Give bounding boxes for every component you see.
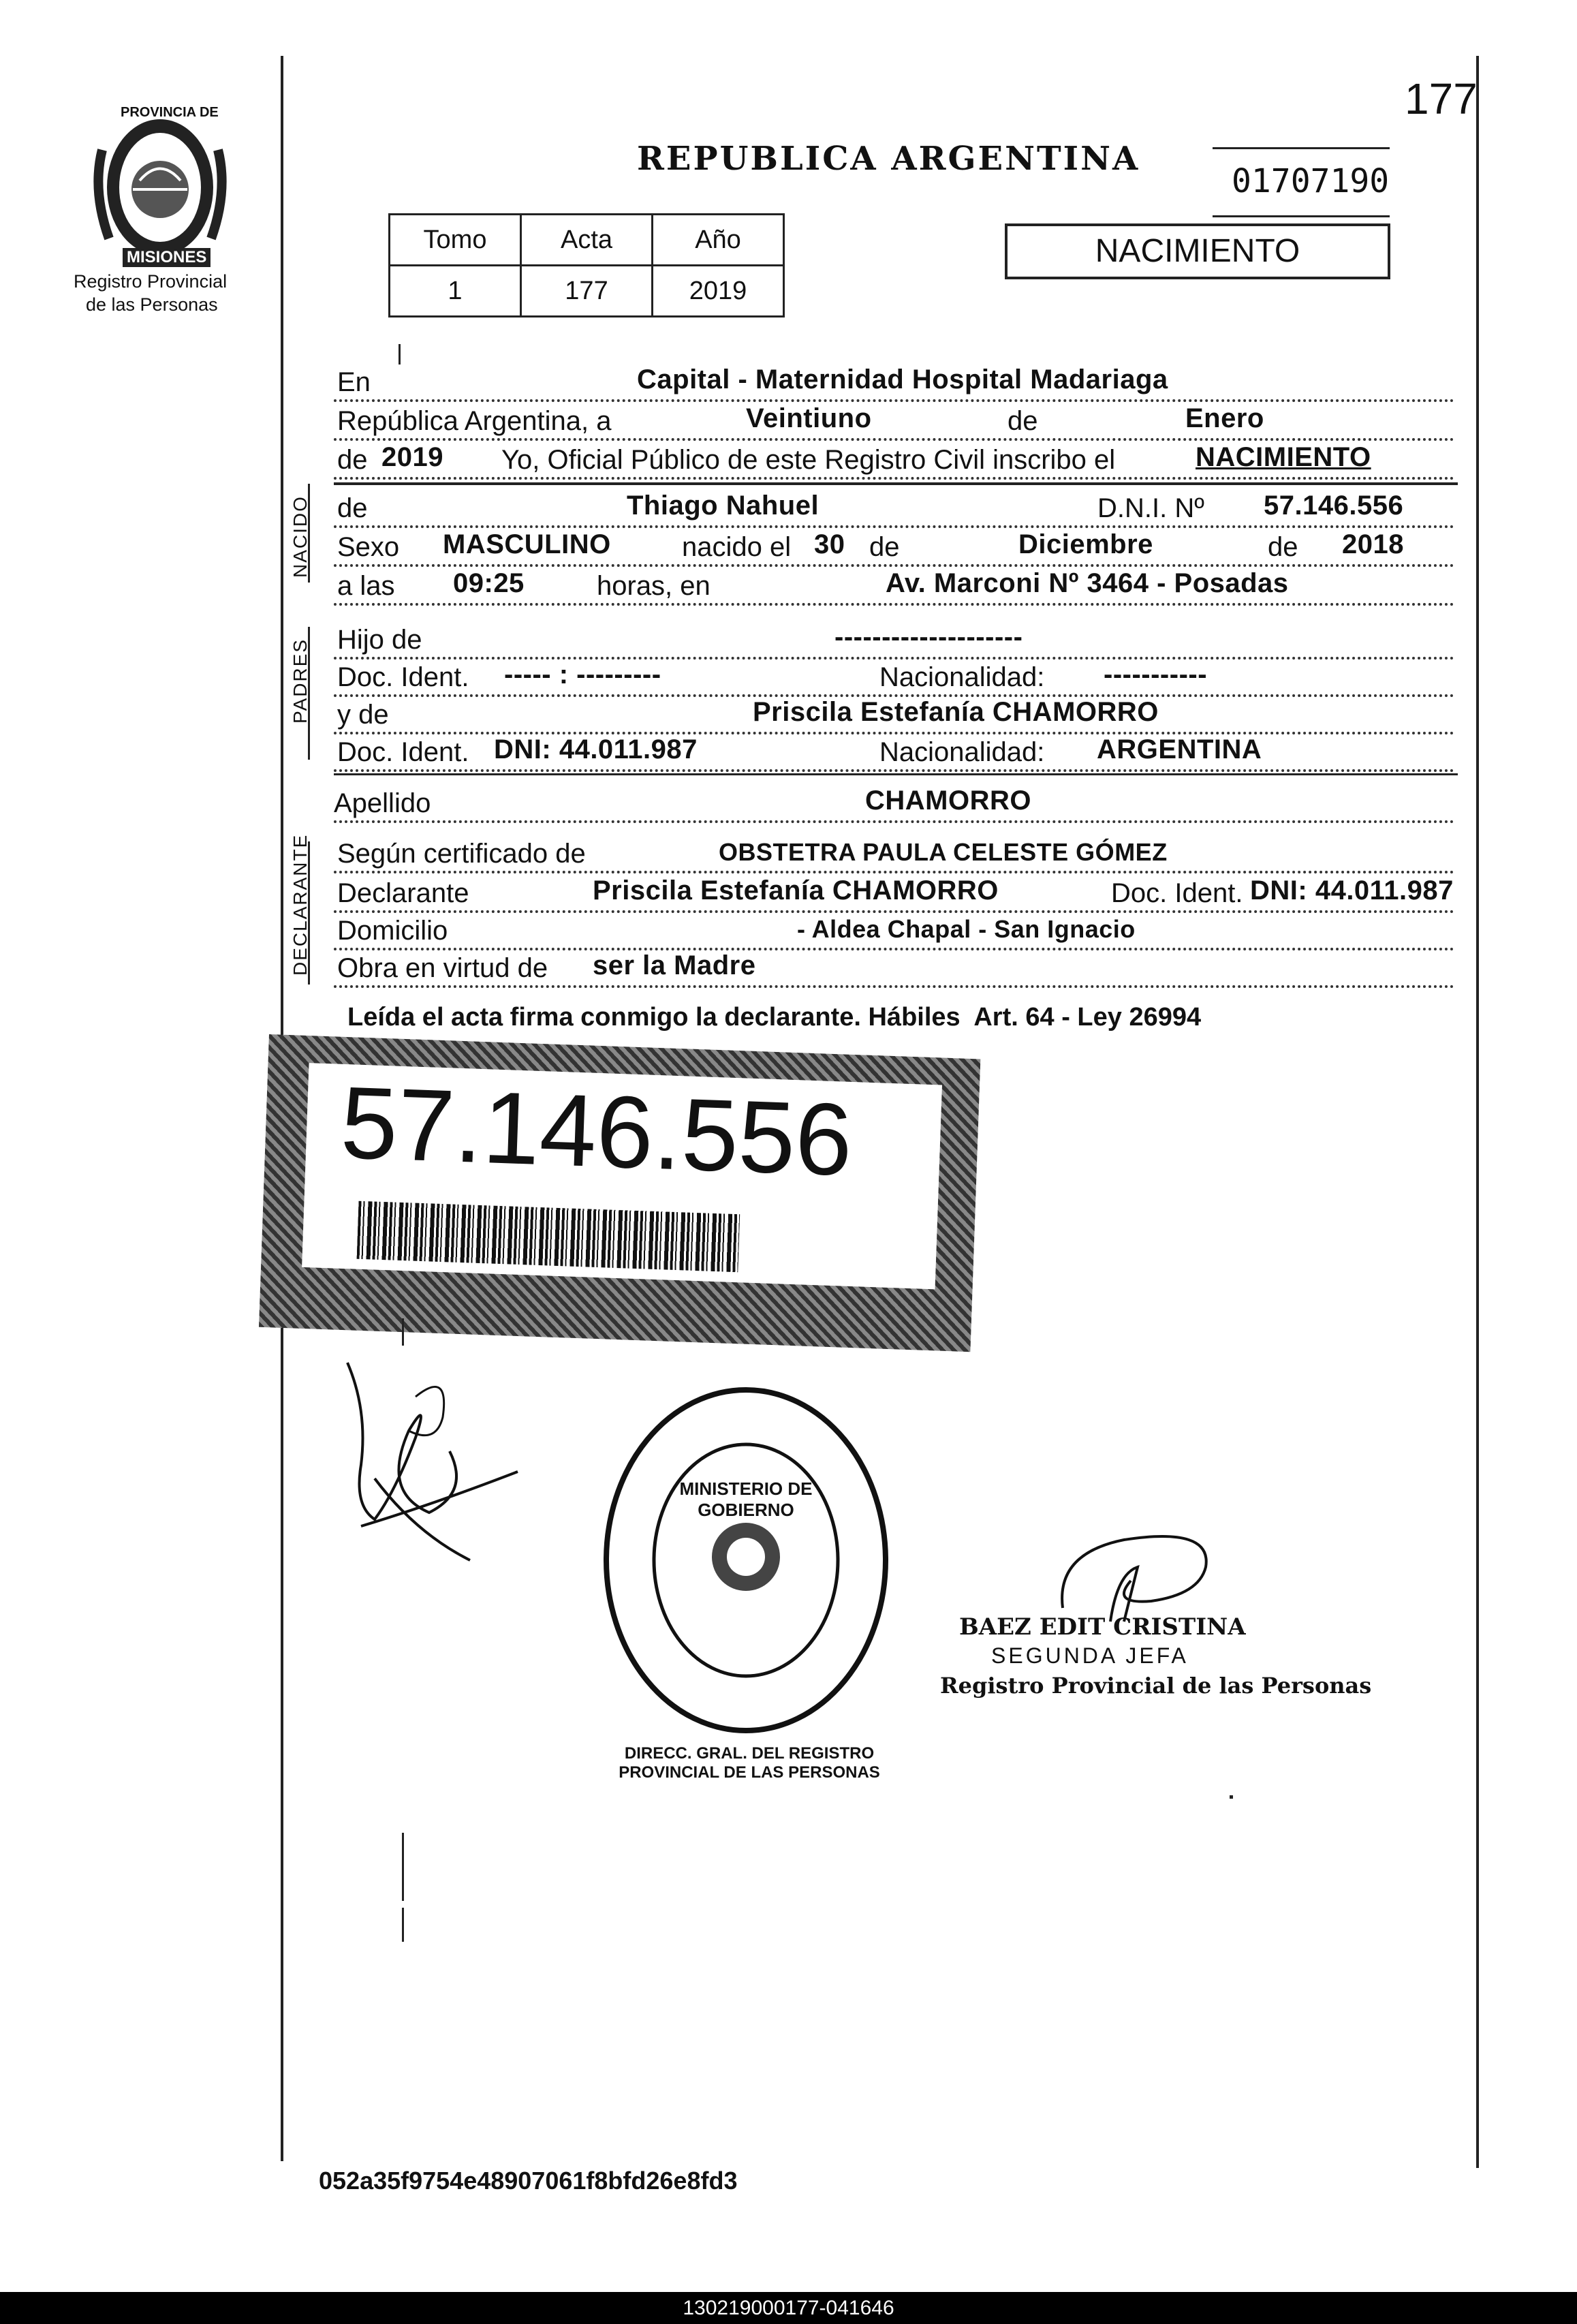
nacido-el-label: nacido el <box>678 532 794 563</box>
row-en <box>334 361 1454 402</box>
row-hijo <box>334 619 1454 660</box>
row-domicilio <box>334 910 1454 950</box>
table-header-anio: Año <box>653 215 784 266</box>
segun-value: OBSTETRA PAULA CELESTE GÓMEZ <box>719 838 1168 866</box>
right-margin-line <box>1476 56 1479 2168</box>
logo-arc-text: PROVINCIA DE <box>121 105 219 120</box>
row-doc1 <box>334 656 1454 697</box>
nac1-value: ----------- <box>1104 660 1208 690</box>
nac2-value: ARGENTINA <box>1097 734 1262 764</box>
doc2-value: DNI: 44.011.987 <box>494 734 698 764</box>
declarante-label: Declarante <box>337 878 471 909</box>
month-value: Enero <box>1185 403 1264 433</box>
declarant-signature <box>334 1356 531 1587</box>
seal-inner-text: MINISTERIO DE GOBIERNO <box>679 1478 813 1520</box>
row-doc2 <box>334 731 1454 772</box>
row-apellido <box>334 782 1454 823</box>
official-seal <box>599 1383 892 1737</box>
table-header-acta: Acta <box>521 215 653 266</box>
table-value-anio: 2019 <box>653 266 784 317</box>
lugar-value: Av. Marconi Nº 3464 - Posadas <box>886 568 1289 598</box>
de4-label: de <box>865 532 903 563</box>
barcode <box>357 1201 740 1272</box>
obra-value: ser la Madre <box>593 950 756 980</box>
speck <box>1230 1795 1233 1799</box>
hora-value: 09:25 <box>453 568 525 598</box>
birth-year: 2018 <box>1342 529 1404 559</box>
row-hora <box>334 565 1454 606</box>
separator-line <box>334 773 1458 775</box>
serial-bottom-line <box>1213 215 1390 217</box>
section-padres: PADRES <box>290 638 311 724</box>
closing-text: Leída el acta firma conmigo la declarante. Hábiles Art. 64 - Ley 26994 <box>347 1003 1202 1032</box>
sticker-number: 57.146.556 <box>339 1064 854 1197</box>
serial-number: 01707190 <box>1232 162 1390 200</box>
horas-en-label: horas, en <box>593 571 713 602</box>
doc2-label: Doc. Ident. <box>337 737 471 768</box>
de5-label: de <box>1264 532 1301 563</box>
id-sticker <box>259 1034 980 1352</box>
official-office: Registro Provincial de las Personas <box>940 1673 1372 1699</box>
a-las-label: a las <box>337 571 398 602</box>
segun-label: Según certificado de <box>337 839 589 869</box>
dni-value: 57.146.556 <box>1264 491 1404 521</box>
tick-mark <box>402 1318 404 1346</box>
domicilio-value: - Aldea Chapal - San Ignacio <box>797 915 1136 943</box>
en-value: Capital - Maternidad Hospital Madariaga <box>637 365 1168 394</box>
de-label: de <box>1005 406 1041 437</box>
name-value: Thiago Nahuel <box>627 491 819 521</box>
tick-mark <box>402 1833 404 1901</box>
logo-caption-line2: de las Personas <box>86 294 218 315</box>
section-nacido: NACIDO <box>290 495 311 578</box>
tick-mark <box>402 1908 404 1942</box>
dni-label: D.N.I. Nº <box>1093 493 1207 524</box>
doc3-value: DNI: 44.011.987 <box>1250 876 1454 905</box>
province-logo <box>85 105 235 266</box>
row-sexo <box>334 526 1454 567</box>
doc1-label: Doc. Ident. <box>337 662 471 693</box>
row-fecha <box>334 400 1454 441</box>
birth-month: Diciembre <box>1018 529 1153 559</box>
row-nombre <box>334 487 1454 528</box>
logo-bottom-text: MISIONES <box>123 248 210 267</box>
page-number: 177 <box>1405 74 1478 123</box>
official-title: SEGUNDA JEFA <box>991 1643 1189 1668</box>
table-value-acta: 177 <box>521 266 653 317</box>
row-obra <box>334 947 1454 988</box>
sexo-label: Sexo <box>337 532 402 563</box>
row-segun <box>334 833 1454 873</box>
row-madre <box>334 694 1454 734</box>
yo-text: Yo, Oficial Público de este Registro Civil inscribo el <box>497 445 1118 476</box>
de3-label: de <box>337 493 371 524</box>
hijo-value: -------------------- <box>834 622 1023 652</box>
day-value: Veintiuno <box>746 403 872 433</box>
table-value-tomo: 1 <box>390 266 521 317</box>
republica-label: República Argentina, a <box>337 406 614 437</box>
section-declarante: DECLARANTE <box>290 833 311 976</box>
doc1-value: ----- : --------- <box>504 660 661 690</box>
row-anio <box>334 439 1454 480</box>
nac1-label: Nacionalidad: <box>875 662 1047 693</box>
acto-value: NACIMIENTO <box>1196 442 1371 472</box>
nac2-label: Nacionalidad: <box>875 737 1047 768</box>
yde-label: y de <box>337 700 392 730</box>
table-header-tomo: Tomo <box>390 215 521 266</box>
en-label: En <box>337 367 373 398</box>
domicilio-label: Domicilio <box>337 916 450 946</box>
hijo-label: Hijo de <box>337 625 425 655</box>
volume-table <box>388 213 785 317</box>
row-declarante <box>334 872 1454 913</box>
de2-label: de <box>337 445 371 476</box>
apellido-value: CHAMORRO <box>865 786 1031 816</box>
madre-value: Priscila Estefanía CHAMORRO <box>753 697 1159 727</box>
footer-bar <box>0 2292 1577 2324</box>
logo-caption-line1: Registro Provincial <box>74 271 228 292</box>
record-type: NACIMIENTO <box>1095 233 1300 269</box>
serial-top-line <box>1213 147 1390 149</box>
separator-line <box>334 482 1458 485</box>
obra-label: Obra en virtud de <box>337 953 550 984</box>
official-name: BAEZ EDIT CRISTINA <box>959 1613 1246 1641</box>
declarante-value: Priscila Estefanía CHAMORRO <box>593 876 999 905</box>
header-title: REPUBLICA ARGENTINA <box>637 140 1140 178</box>
doc3-label: Doc. Ident. <box>1107 878 1245 909</box>
birth-day: 30 <box>814 529 845 559</box>
hash-code: 052a35f9754e48907061f8bfd26e8fd3 <box>319 2167 738 2195</box>
year-value: 2019 <box>381 442 443 472</box>
seal-outer-text-visible: DIRECC. GRAL. DEL REGISTRO PROVINCIAL DE LAS PERSONAS <box>619 1744 880 1782</box>
sexo-value: MASCULINO <box>443 529 611 559</box>
apellido-label: Apellido <box>334 788 433 819</box>
footer-code: 130219000177-041646 <box>683 2297 894 2319</box>
record-type-box <box>1005 223 1390 279</box>
